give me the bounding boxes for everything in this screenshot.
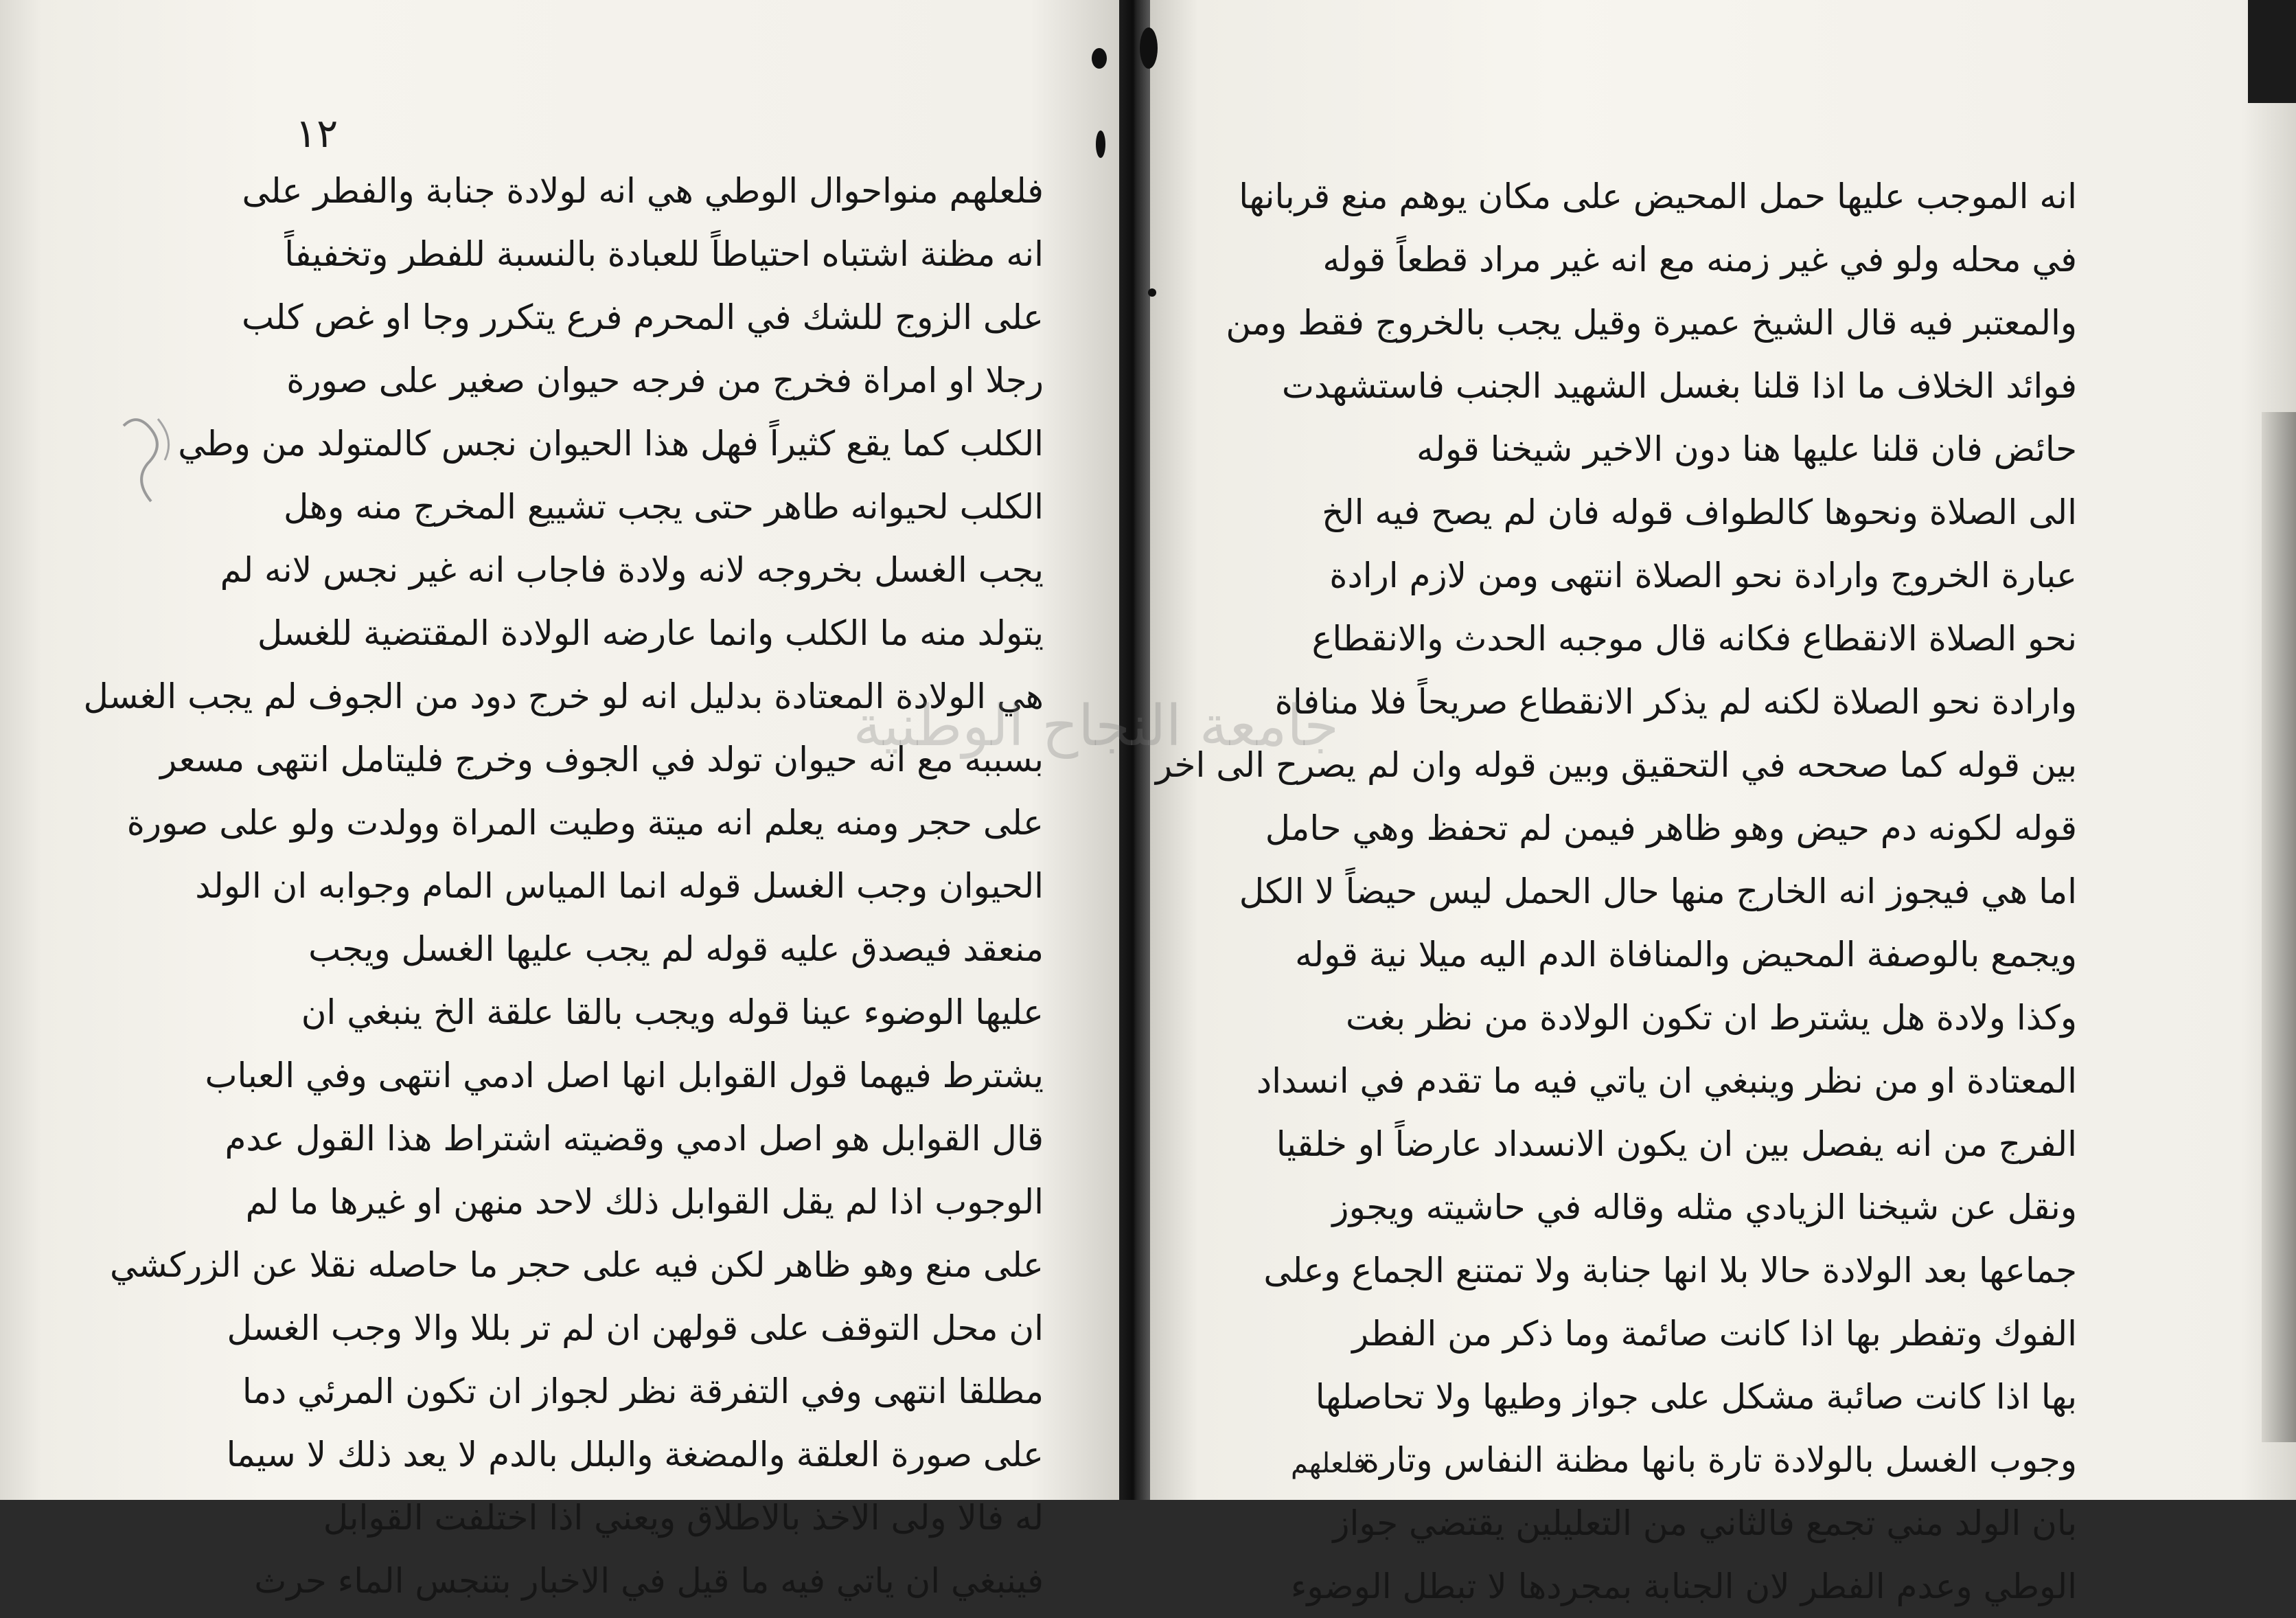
text-line: ويجمع بالوصفة المحيض والمنافاة الدم اليه ميلا نية قوله: [1295, 935, 2077, 975]
text-line: هي الولادة المعتادة بدليل انه لو خرج دود من الجوف لم يجب الغسل: [83, 676, 1044, 716]
text-line: مطلقا انتهى وفي التفرقة نظر لجواز ان تكون المرئي دما: [242, 1371, 1044, 1411]
ink-blot: [1092, 48, 1107, 69]
text-line: حائض فان قلنا عليها هنا دون الاخير شيخنا قوله: [1416, 429, 2077, 469]
text-line: بها اذا كانت صائبة مشكل على جواز وطيها ولا تحاصلها: [1315, 1377, 2077, 1417]
library-watermark: جامعة النجاح الوطنية: [853, 694, 1339, 759]
text-line: الفوك وتفطر بها اذا كانت صائمة وما ذكر من الفطر: [1352, 1314, 2077, 1354]
text-line: المعتادة او من نظر وينبغي ان ياتي فيه ما تقدم في انسداد: [1256, 1061, 2077, 1101]
text-line: يجب الغسل بخروجه لانه ولادة فاجاب انه غير نجس لانه لم: [220, 550, 1044, 590]
left-page-text: [83, 159, 1044, 1613]
text-line: الى الصلاة ونحوها كالطواف قوله فان لم يصح فيه الخ: [1322, 492, 2077, 532]
text-line: يشترط فيهما قول القوابل انها اصل ادمي انتهى وفي العباب: [205, 1056, 1044, 1095]
text-line: وجوب الغسل بالولادة تارة بانها مظنة النفاس وتارة: [1361, 1440, 2077, 1480]
text-line: بان الولد مني تجمع فالثاني من التعليلين يقتضي جواز: [1333, 1503, 2077, 1543]
text-line: على منع وهو ظاهر لكن فيه على حجر ما حاصله نقلا عن الزركشي: [110, 1245, 1044, 1285]
text-line: جماعها بعد الولادة حالا بلا انها جنابة ولا تمتنع الجماع وعلى: [1263, 1251, 2077, 1290]
folio-number: ١٢: [295, 110, 338, 157]
book-right-edge: [2262, 412, 2296, 1442]
right-page-text: [1155, 165, 2077, 1618]
text-line: يتولد منه ما الكلب وانما عارضه الولادة المقتضية للغسل: [257, 613, 1044, 653]
book-corner-shadow: [2248, 0, 2296, 103]
text-line: انه الموجب عليها حمل المحيض على مكان يوهم منع قربانها: [1239, 176, 2077, 216]
text-line: نحو الصلاة الانقطاع فكانه قال موجبه الحدث والانقطاع: [1311, 619, 2077, 659]
text-line: الفرج من انه يفصل بين ان يكون الانسداد عارضاً او خلقيا: [1276, 1124, 2077, 1164]
ink-blot: [1140, 27, 1158, 69]
text-line: الحيوان وجب الغسل قوله انما المياس المام وجوابه ان الولد: [195, 866, 1044, 906]
text-line: عليها الوضوء عينا قوله ويجب بالقا علقة الخ ينبغي ان: [301, 992, 1044, 1032]
text-line: بين قوله كما صححه في التحقيق وبين قوله وان لم يصرح الى اخر: [1155, 745, 2077, 785]
text-line: فينبغي ان ياتي فيه ما قيل في الاخبار بتنجس الماء حرث: [254, 1561, 1044, 1601]
text-line: في محله ولو في غير زمنه مع انه غير مراد قطعاً قوله: [1322, 240, 2077, 280]
text-line: رجلا او امراة فخرج من فرجه حيوان صغير على صورة: [286, 361, 1044, 400]
text-line: اما هي فيجوز انه الخارج منها حال الحمل ليس حيضاً لا الكل: [1239, 871, 2077, 911]
text-line: انه مظنة اشتباه احتياطاً للعبادة بالنسبة للفطر وتخفيفاً: [284, 234, 1044, 274]
text-line: عبارة الخروج وارادة نحو الصلاة انتهى ومن لازم ارادة: [1329, 556, 2077, 595]
text-line: على الزوج للشك في المحرم فرع يتكرر وجا او غص كلب: [242, 297, 1044, 337]
text-line: فلعلهم منواحوال الوطي هي انه لولادة جنابة والفطر على: [242, 171, 1044, 211]
text-line: له فالا ولى الاخذ بالاطلاق ويعني اذا اختلفت القوابل: [323, 1498, 1044, 1538]
text-line: الوطي وعدم الفطر لان الجنابة بمجردها لا تبطل الوضوء: [1290, 1566, 2077, 1606]
text-line: الوجوب اذا لم يقل القوابل ذلك لاحد منهن او غيرها ما لم: [245, 1182, 1044, 1222]
text-line: الكلب لحيوانه طاهر حتى يجب تشييع المخرج منه وهل: [283, 487, 1044, 527]
ink-blot: [1148, 288, 1156, 297]
text-line: على صورة العلقة والمضغة والبلل بالدم لا يعد ذلك لا سيما: [226, 1435, 1044, 1474]
text-line: وارادة نحو الصلاة لكنه لم يذكر الانقطاع صريحاً فلا منافاة: [1274, 682, 2077, 722]
text-line: منعقد فيصدق عليه قوله لم يجب عليها الغسل ويجب: [308, 929, 1044, 969]
text-line: على حجر ومنه يعلم انه ميتة وطيت المراة وولدت ولو على صورة: [126, 803, 1044, 843]
text-line: الكلب كما يقع كثيراً فهل هذا الحيوان نجس كالمتولد من وطي: [178, 424, 1044, 464]
ink-blot: [1096, 130, 1105, 158]
text-line: قوله لكونه دم حيض وهو ظاهر فيمن لم تحفظ وهي حامل: [1265, 808, 2077, 848]
text-line: بسببه مع انه حيوان تولد في الجوف وخرج فليتامل انتهى مسعر: [160, 740, 1044, 779]
text-line: ان محل التوقف على قولهن ان لم تر بللا والا وجب الغسل: [227, 1308, 1044, 1348]
text-line: والمعتبر فيه قال الشيخ عميرة وقيل يجب بالخروج فقط ومن: [1226, 303, 2077, 343]
catchword: فلعلهم: [1291, 1448, 1366, 1479]
text-line: وكذا ولادة هل يشترط ان تكون الولادة من نظر بغت: [1345, 998, 2077, 1038]
text-line: ونقل عن شيخنا الزيادي مثله وقاله في حاشيته ويجوز: [1332, 1187, 2077, 1227]
text-line: قال القوابل هو اصل ادمي وقضيته اشتراط هذا القول عدم: [225, 1119, 1044, 1159]
text-line: فوائد الخلاف ما اذا قلنا بغسل الشهيد الجنب فاستشهدت: [1281, 366, 2077, 406]
